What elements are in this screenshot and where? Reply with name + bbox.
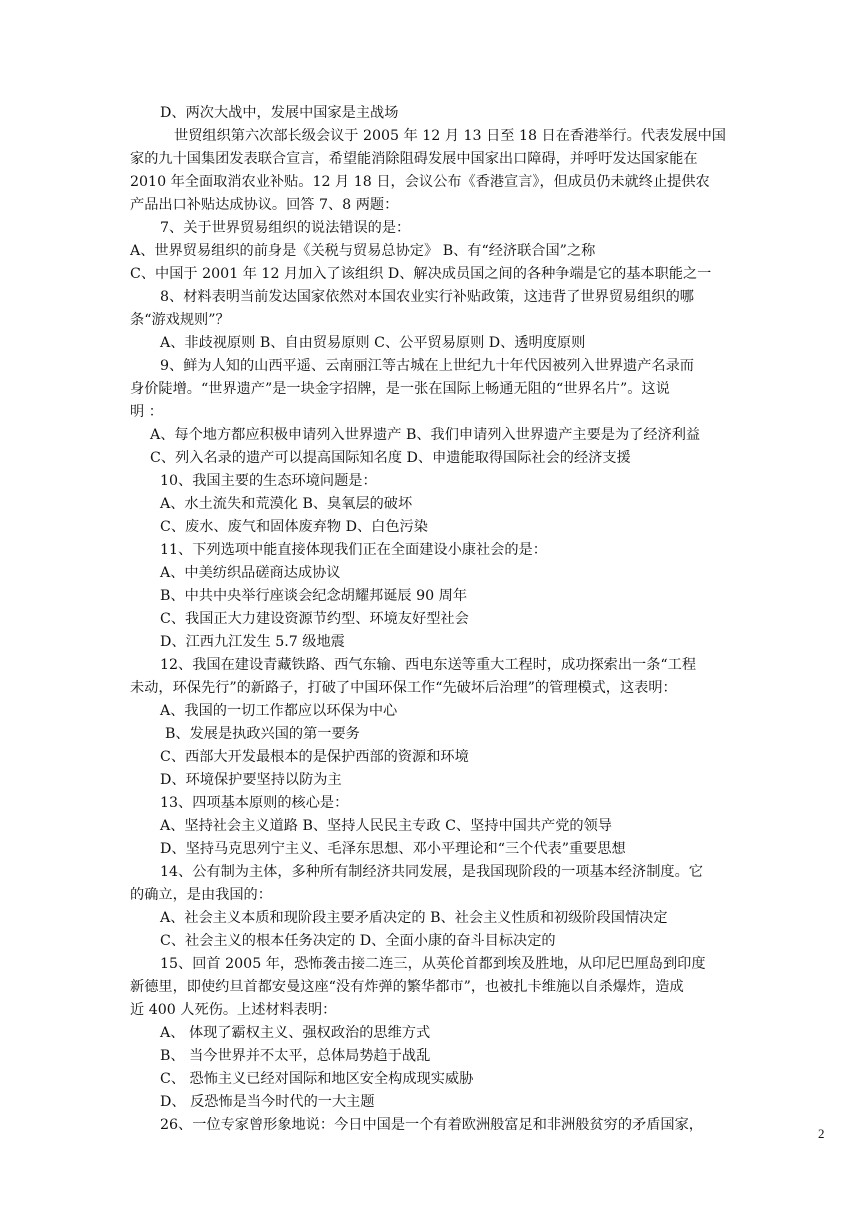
text-line: [130, 195, 398, 217]
line-text: A、非歧视原则 B、自由贸易原则 C、公平贸易原则 D、透明度原则: [160, 335, 586, 351]
line-text: 的确立，是由我国的：: [130, 887, 272, 903]
question-13: [160, 793, 348, 815]
line-text: C、 恐怖主义已经对国际和地区安全构成现实威胁: [160, 1071, 474, 1087]
line-text: C、社会主义的根本任务决定的 D、全面小康的奋斗目标决定的: [160, 933, 556, 949]
line-text: 明 ：: [130, 404, 163, 420]
option-line: [160, 494, 412, 516]
line-text: 26、一位专家曾形象地说：今日中国是一个有着欧洲般富足和非洲般贫穷的矛盾国家，: [160, 1117, 703, 1133]
line-text: 条“游戏规则”？: [130, 312, 230, 328]
option-line: [160, 1046, 430, 1068]
line-text: 近 400 人死伤。上述材料表明：: [130, 1002, 337, 1018]
line-text: 身价陡增。“世界遗产”是一块金字招牌，是一张在国际上畅通无阻的“世界名片”。这说: [130, 381, 670, 397]
line-text: A、社会主义本质和现阶段主要矛盾决定的 B、社会主义性质和初级阶段国情决定: [160, 910, 668, 926]
line-text: 10、我国主要的生态环境问题是：: [160, 473, 377, 489]
text-line: [130, 402, 163, 424]
question-9: [160, 356, 694, 378]
text-line: [160, 103, 398, 125]
text-line: [130, 885, 272, 907]
line-text: D、江西九江发生 5.7 级地震: [160, 634, 345, 650]
line-text: B、中共中央举行座谈会纪念胡耀邦诞辰 90 周年: [160, 588, 468, 604]
line-text: D、 反恐怖是当今时代的一大主题: [160, 1094, 375, 1110]
line-text: D、环境保护要坚持以防为主: [160, 772, 342, 788]
question-14: [160, 862, 703, 884]
line-text: B、发展是执政兴国的第一要务: [165, 726, 360, 742]
option-line: [160, 816, 612, 838]
option-line: [160, 747, 469, 769]
line-text: 14、公有制为主体，多种所有制经济共同发展，是我国现阶段的一项基本经济制度。它: [160, 864, 703, 880]
line-text: C、列入名录的遗产可以提高国际知名度 D、申遗能取得国际社会的经济支援: [150, 450, 631, 466]
text-line: [130, 678, 677, 700]
option-line: [160, 333, 585, 355]
line-text: 7、关于世界贸易组织的说法错误的是：: [160, 220, 411, 236]
line-text: C、中国于 2001 年 12 月加入了该组织 D、解决成员国之间的各种争端是它的基本职能之一: [130, 266, 712, 282]
text-line: [174, 126, 726, 148]
text-line: [130, 149, 698, 171]
line-text: 15、回首 2005 年，恐怖袭击接二连三，从英伦首都到埃及胜地，从印尼巴厘岛到印度: [160, 956, 706, 972]
option-line: [160, 1092, 375, 1114]
line-text: D、坚持马克思列宁主义、毛泽东思想、邓小平理论和“三个代表”重要思想: [160, 841, 626, 857]
line-text: 新德里，即使约旦首都安曼这座“没有炸弹的繁华都市”，也被扎卡维施以自杀爆炸，造成: [130, 979, 684, 995]
option-line: [150, 425, 700, 447]
question-11: [160, 540, 547, 562]
option-line: [160, 632, 345, 654]
text-line: [130, 1000, 336, 1022]
line-text: 8、材料表明当前发达国家依然对本国农业实行补贴政策，这违背了世界贸易组织的哪: [160, 289, 694, 305]
option-line: [130, 264, 711, 286]
option-line: [160, 517, 428, 539]
option-line: [160, 701, 397, 723]
question-26: [160, 1115, 703, 1137]
text-line: [130, 977, 684, 999]
line-text: C、我国正大力建设资源节约型、环境友好型社会: [160, 611, 469, 627]
option-line: [160, 609, 469, 631]
question-8: [160, 287, 694, 309]
line-text: C、废水、废气和固体废弃物 D、白色污染: [160, 519, 428, 535]
option-line: [160, 770, 342, 792]
text-line: [130, 172, 710, 194]
line-text: 家的九十国集团发表联合宣言，希望能消除阻碍发展中国家出口障碍，并呼吁发达国家能在: [130, 151, 698, 167]
option-line: [160, 908, 668, 930]
line-text: 9、鲜为人知的山西平遥、云南丽江等古城在上世纪九十年代因被列入世界遗产名录而: [160, 358, 694, 374]
line-text: 世贸组织第六次部长级会议于 2005 年 12 月 13 日至 18 日在香港举行。代表发展中国: [174, 128, 726, 144]
line-text: A、中美纺织品磋商达成协议: [160, 565, 341, 581]
line-text: D、两次大战中，发展中国家是主战场: [160, 105, 399, 121]
line-text: A、水土流失和荒漠化 B、臭氧层的破坏: [160, 496, 413, 512]
text-line: [130, 379, 670, 401]
option-line: [160, 931, 556, 953]
line-text: A、每个地方都应积极申请列入世界遗产 B、我们申请列入世界遗产主要是为了经济利益: [150, 427, 701, 443]
option-line: [165, 724, 360, 746]
option-line: [160, 839, 626, 861]
text-line: [130, 310, 230, 332]
line-text: A、 体现了霸权主义、强权政治的思维方式: [160, 1025, 431, 1041]
line-text: 11、下列选项中能直接体现我们正在全面建设小康社会的是：: [160, 542, 547, 558]
line-text: B、 当今世界并不太平，总体局势趋于战乱: [160, 1048, 431, 1064]
line-text: A、世界贸易组织的前身是《关税与贸易总协定》 B、有“经济联合国”之称: [130, 243, 596, 259]
option-line: [160, 586, 467, 608]
question-15: [160, 954, 706, 976]
question-12: [160, 655, 696, 677]
line-text: C、西部大开发最根本的是保护西部的资源和环境: [160, 749, 469, 765]
question-7: [160, 218, 410, 240]
option-line: [130, 241, 595, 263]
line-text: 12、我国在建设青藏铁路、西气东输、西电东送等重大工程时，成功探索出一条“工程: [160, 657, 697, 673]
option-line: [160, 1023, 430, 1045]
line-text: 产品出口补贴达成协议。回答 7、8 两题：: [130, 197, 399, 213]
line-text: A、坚持社会主义道路 B、坚持人民民主专政 C、坚持中国共产党的领导: [160, 818, 612, 834]
line-text: 2010 年全面取消农业补贴。12 月 18 日，会议公布《香港宣言》，但成员仍未就终止提供农: [130, 174, 710, 190]
page-number: 2: [818, 1126, 825, 1141]
question-10: [160, 471, 377, 493]
option-line: [160, 563, 341, 585]
line-text: 未动，环保先行”的新路子，打破了中国环保工作“先破坏后治理”的管理模式，这表明：: [130, 680, 677, 696]
line-text: A、我国的一切工作都应以环保为中心: [160, 703, 398, 719]
line-text: 13、四项基本原则的核心是：: [160, 795, 349, 811]
option-line: [160, 1069, 473, 1091]
option-line: [150, 448, 631, 470]
